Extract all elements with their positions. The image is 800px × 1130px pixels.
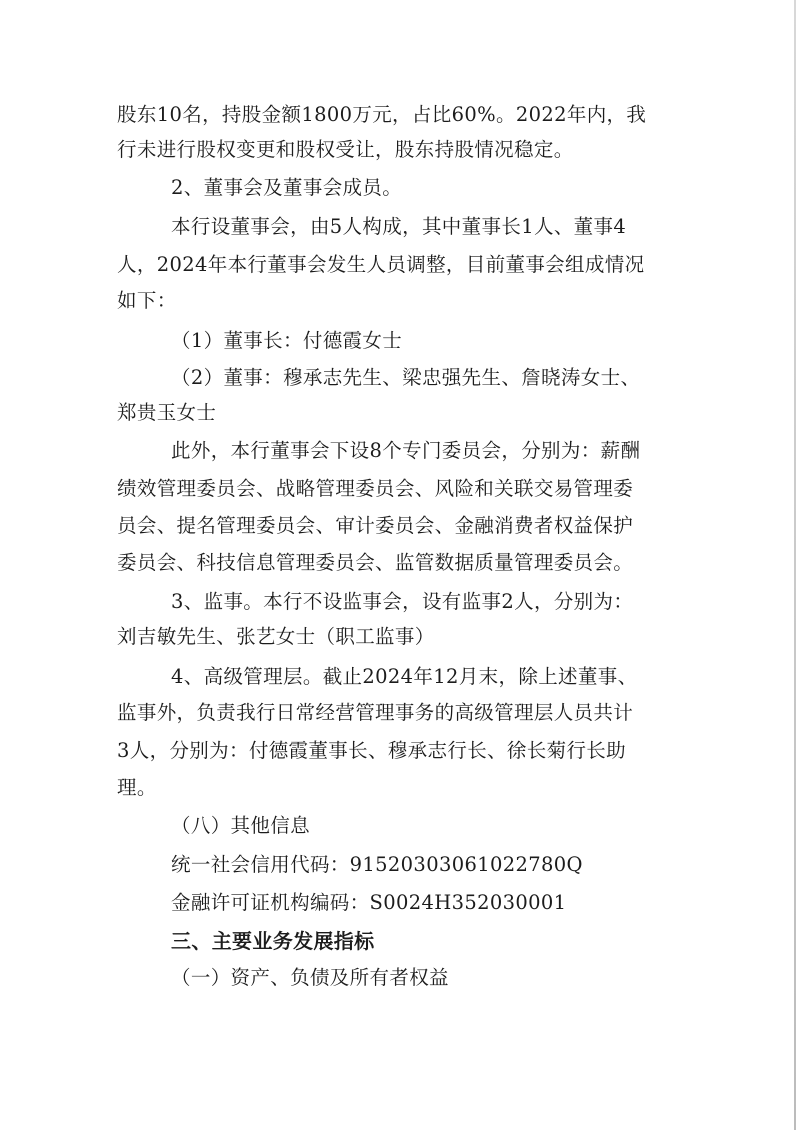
supervisors-line-1: 3、监事。本行不设监事会，设有监事2人，分别为：: [171, 590, 634, 613]
license-code-line: 金融许可证机构编码：S0024H352030001: [171, 891, 567, 914]
management-line-4: 理。: [117, 776, 157, 799]
directors-line-2: 郑贵玉女士: [117, 401, 217, 424]
management-line-3: 3人，分别为：付德霞董事长、穆承志行长、徐长菊行长助: [117, 739, 627, 762]
committees-line-4: 委员会、科技信息管理委员会、监管数据质量管理委员会。: [117, 551, 634, 574]
shareholder-line-2: 行未进行股权变更和股权受让，股东持股情况稳定。: [117, 138, 574, 161]
management-line-2: 监事外，负责我行日常经营管理事务的高级管理层人员共计: [117, 701, 634, 724]
shareholder-line-1: 股东10名，持股金额1800万元，占比60%。2022年内，我: [117, 103, 647, 126]
assets-heading: （一）资产、负债及所有者权益: [171, 966, 449, 989]
committees-line-1: 此外，本行董事会下设8个专门委员会，分别为：薪酬: [171, 439, 641, 462]
directors-line-1: （2）董事：穆承志先生、梁忠强先生、詹晓涛女士、: [171, 366, 641, 389]
scan-edge-shadow: [794, 0, 796, 1130]
chairman-line: （1）董事长：付德霞女士: [171, 329, 403, 352]
committees-line-2: 绩效管理委员会、战略管理委员会、风险和关联交易管理委: [117, 477, 634, 500]
board-heading: 2、董事会及董事会成员。: [171, 176, 403, 199]
board-line-2: 人，2024年本行董事会发生人员调整，目前董事会组成情况: [117, 253, 645, 276]
board-line-3: 如下：: [117, 289, 177, 312]
credit-code-line: 统一社会信用代码：91520303061022780Q: [171, 853, 583, 876]
supervisors-line-2: 刘吉敏先生、张艺女士（职工监事）: [117, 625, 435, 648]
management-line-1: 4、高级管理层。截止2024年12月末，除上述董事、: [171, 665, 638, 688]
other-info-heading: （八）其他信息: [171, 814, 310, 837]
board-line-1: 本行设董事会，由5人构成，其中董事长1人、董事4: [171, 215, 627, 238]
committees-line-3: 员会、提名管理委员会、审计委员会、金融消费者权益保护: [117, 514, 634, 537]
section-three-heading: 三、主要业务发展指标: [171, 929, 375, 953]
